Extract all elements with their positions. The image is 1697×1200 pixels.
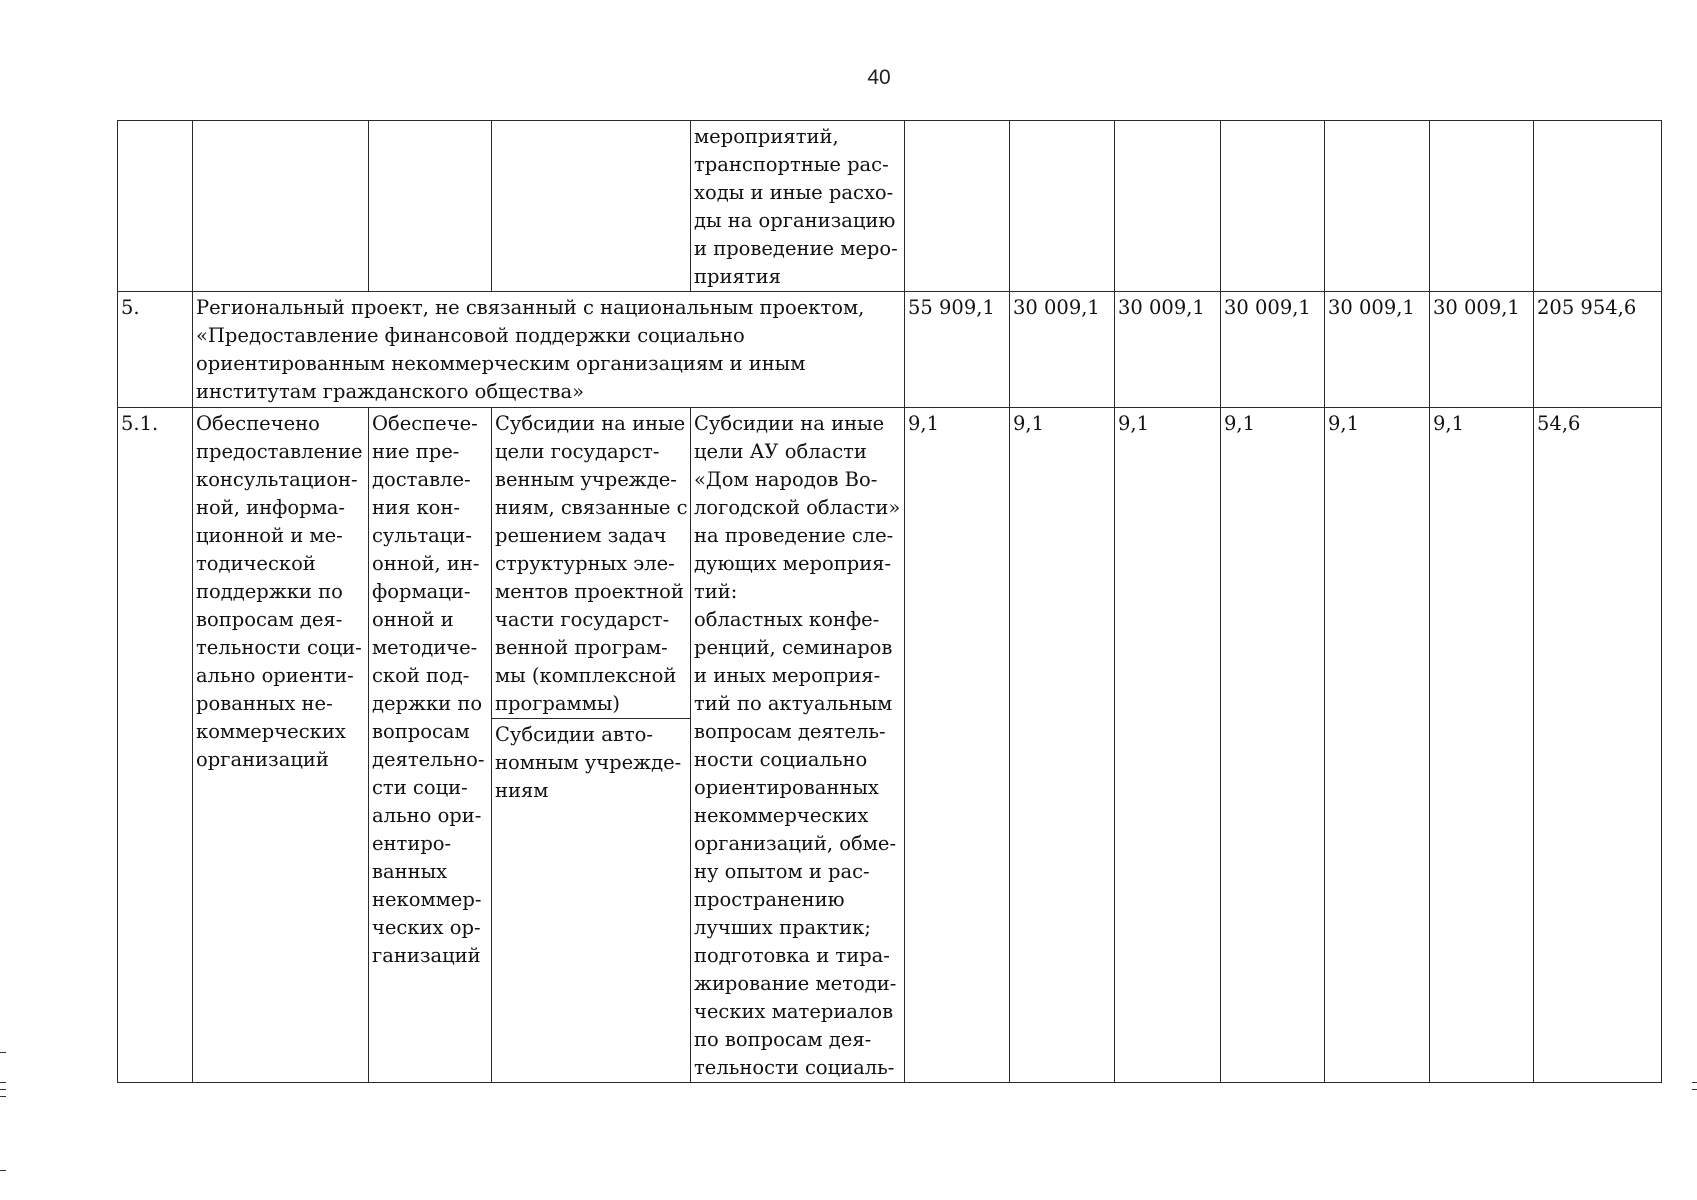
table-row-5 — [118, 292, 1662, 408]
table-cell — [1115, 121, 1221, 292]
regional-project-title: Региональный проект, не связанный с национальным проектом, «Предоставление финансовой поддержки социально ориентированным некоммерческим организациям и иным институтам гражданского общества» — [193, 292, 905, 408]
value-cell: 55 909,1 — [905, 292, 1010, 408]
value-cell: 9,1 — [1221, 408, 1325, 1083]
table-cell — [492, 121, 691, 292]
value-cell-total: 54,6 — [1534, 408, 1662, 1083]
expense-type-1: Субсидии на иные цели государст- венным учрежде- ниям, связанные с решением задач структурных эле- ментов проектной части государст- венной програм- мы (комплексной программы) — [495, 412, 688, 715]
value-cell: 30 009,1 — [1115, 292, 1221, 408]
value-cell: 30 009,1 — [1430, 292, 1534, 408]
value-cell: 9,1 — [1325, 408, 1430, 1083]
table-row-continuation — [118, 121, 1662, 292]
value-cell: 9,1 — [1115, 408, 1221, 1083]
continuation-direction-cell: мероприятий, транспортные рас- ходы и иные расхо- ды на организацию и проведение меро- приятия — [691, 121, 905, 292]
table-cell — [118, 121, 193, 292]
expense-type-cell — [492, 408, 691, 1083]
table-cell — [193, 121, 369, 292]
table-cell — [1325, 121, 1430, 292]
left-margin-mark — [0, 1096, 6, 1097]
table-cell — [1010, 121, 1115, 292]
value-cell: 9,1 — [1010, 408, 1115, 1083]
left-margin-mark — [0, 1082, 6, 1083]
value-cell-total: 205 954,6 — [1534, 292, 1662, 408]
row-number: 5.1. — [118, 408, 193, 1083]
expense-type-2: Субсидии авто- номным учрежде- ниям — [492, 718, 690, 805]
value-cell: 30 009,1 — [1010, 292, 1115, 408]
direction-cell: Субсидии на иные цели АУ области «Дом народов Во- логодской области» на проведение сле- дующих мероприя- тий: областных конфе- ренций, семинаров и иных мероприя- тий по актуальным вопросам деятель- ности социально ориентированных некоммерческих организаций, обме- ну опытом и рас- пространению лучших практик; подготовка и тира- жирование методи- ческих материалов по вопросам дея- тельности социаль- — [691, 408, 905, 1083]
value-cell: 9,1 — [1430, 408, 1534, 1083]
table-cell — [905, 121, 1010, 292]
right-margin-mark — [1692, 1082, 1697, 1083]
right-margin-mark — [1692, 1089, 1697, 1090]
value-cell: 30 009,1 — [1325, 292, 1430, 408]
page-number: 40 — [867, 66, 891, 89]
measure-cell: Обеспече- ние пре- доставле- ния кон- сультаци- онной, ин- формаци- онной и методиче- ской под- держки по вопросам деятельно- сти соци- ально ори- ентиро- ванных некоммер- ческих ор- ганизаций — [369, 408, 492, 1083]
left-margin-mark — [0, 1052, 6, 1053]
value-cell: 9,1 — [905, 408, 1010, 1083]
row-number: 5. — [118, 292, 193, 408]
left-margin-mark — [0, 1170, 6, 1171]
table-cell — [1221, 121, 1325, 292]
table-cell — [1430, 121, 1534, 292]
table-cell — [1534, 121, 1662, 292]
left-margin-mark — [0, 1089, 6, 1090]
table-cell — [369, 121, 492, 292]
result-cell: Обеспечено предоставление консультацион- ной, информа- ционной и ме- тодической поддержки по вопросам дея- тельности соци- ально ориенти- рованных не- коммерческих организаций — [193, 408, 369, 1083]
table-row-5-1 — [118, 408, 1662, 1083]
value-cell: 30 009,1 — [1221, 292, 1325, 408]
budget-table — [117, 120, 1662, 1083]
